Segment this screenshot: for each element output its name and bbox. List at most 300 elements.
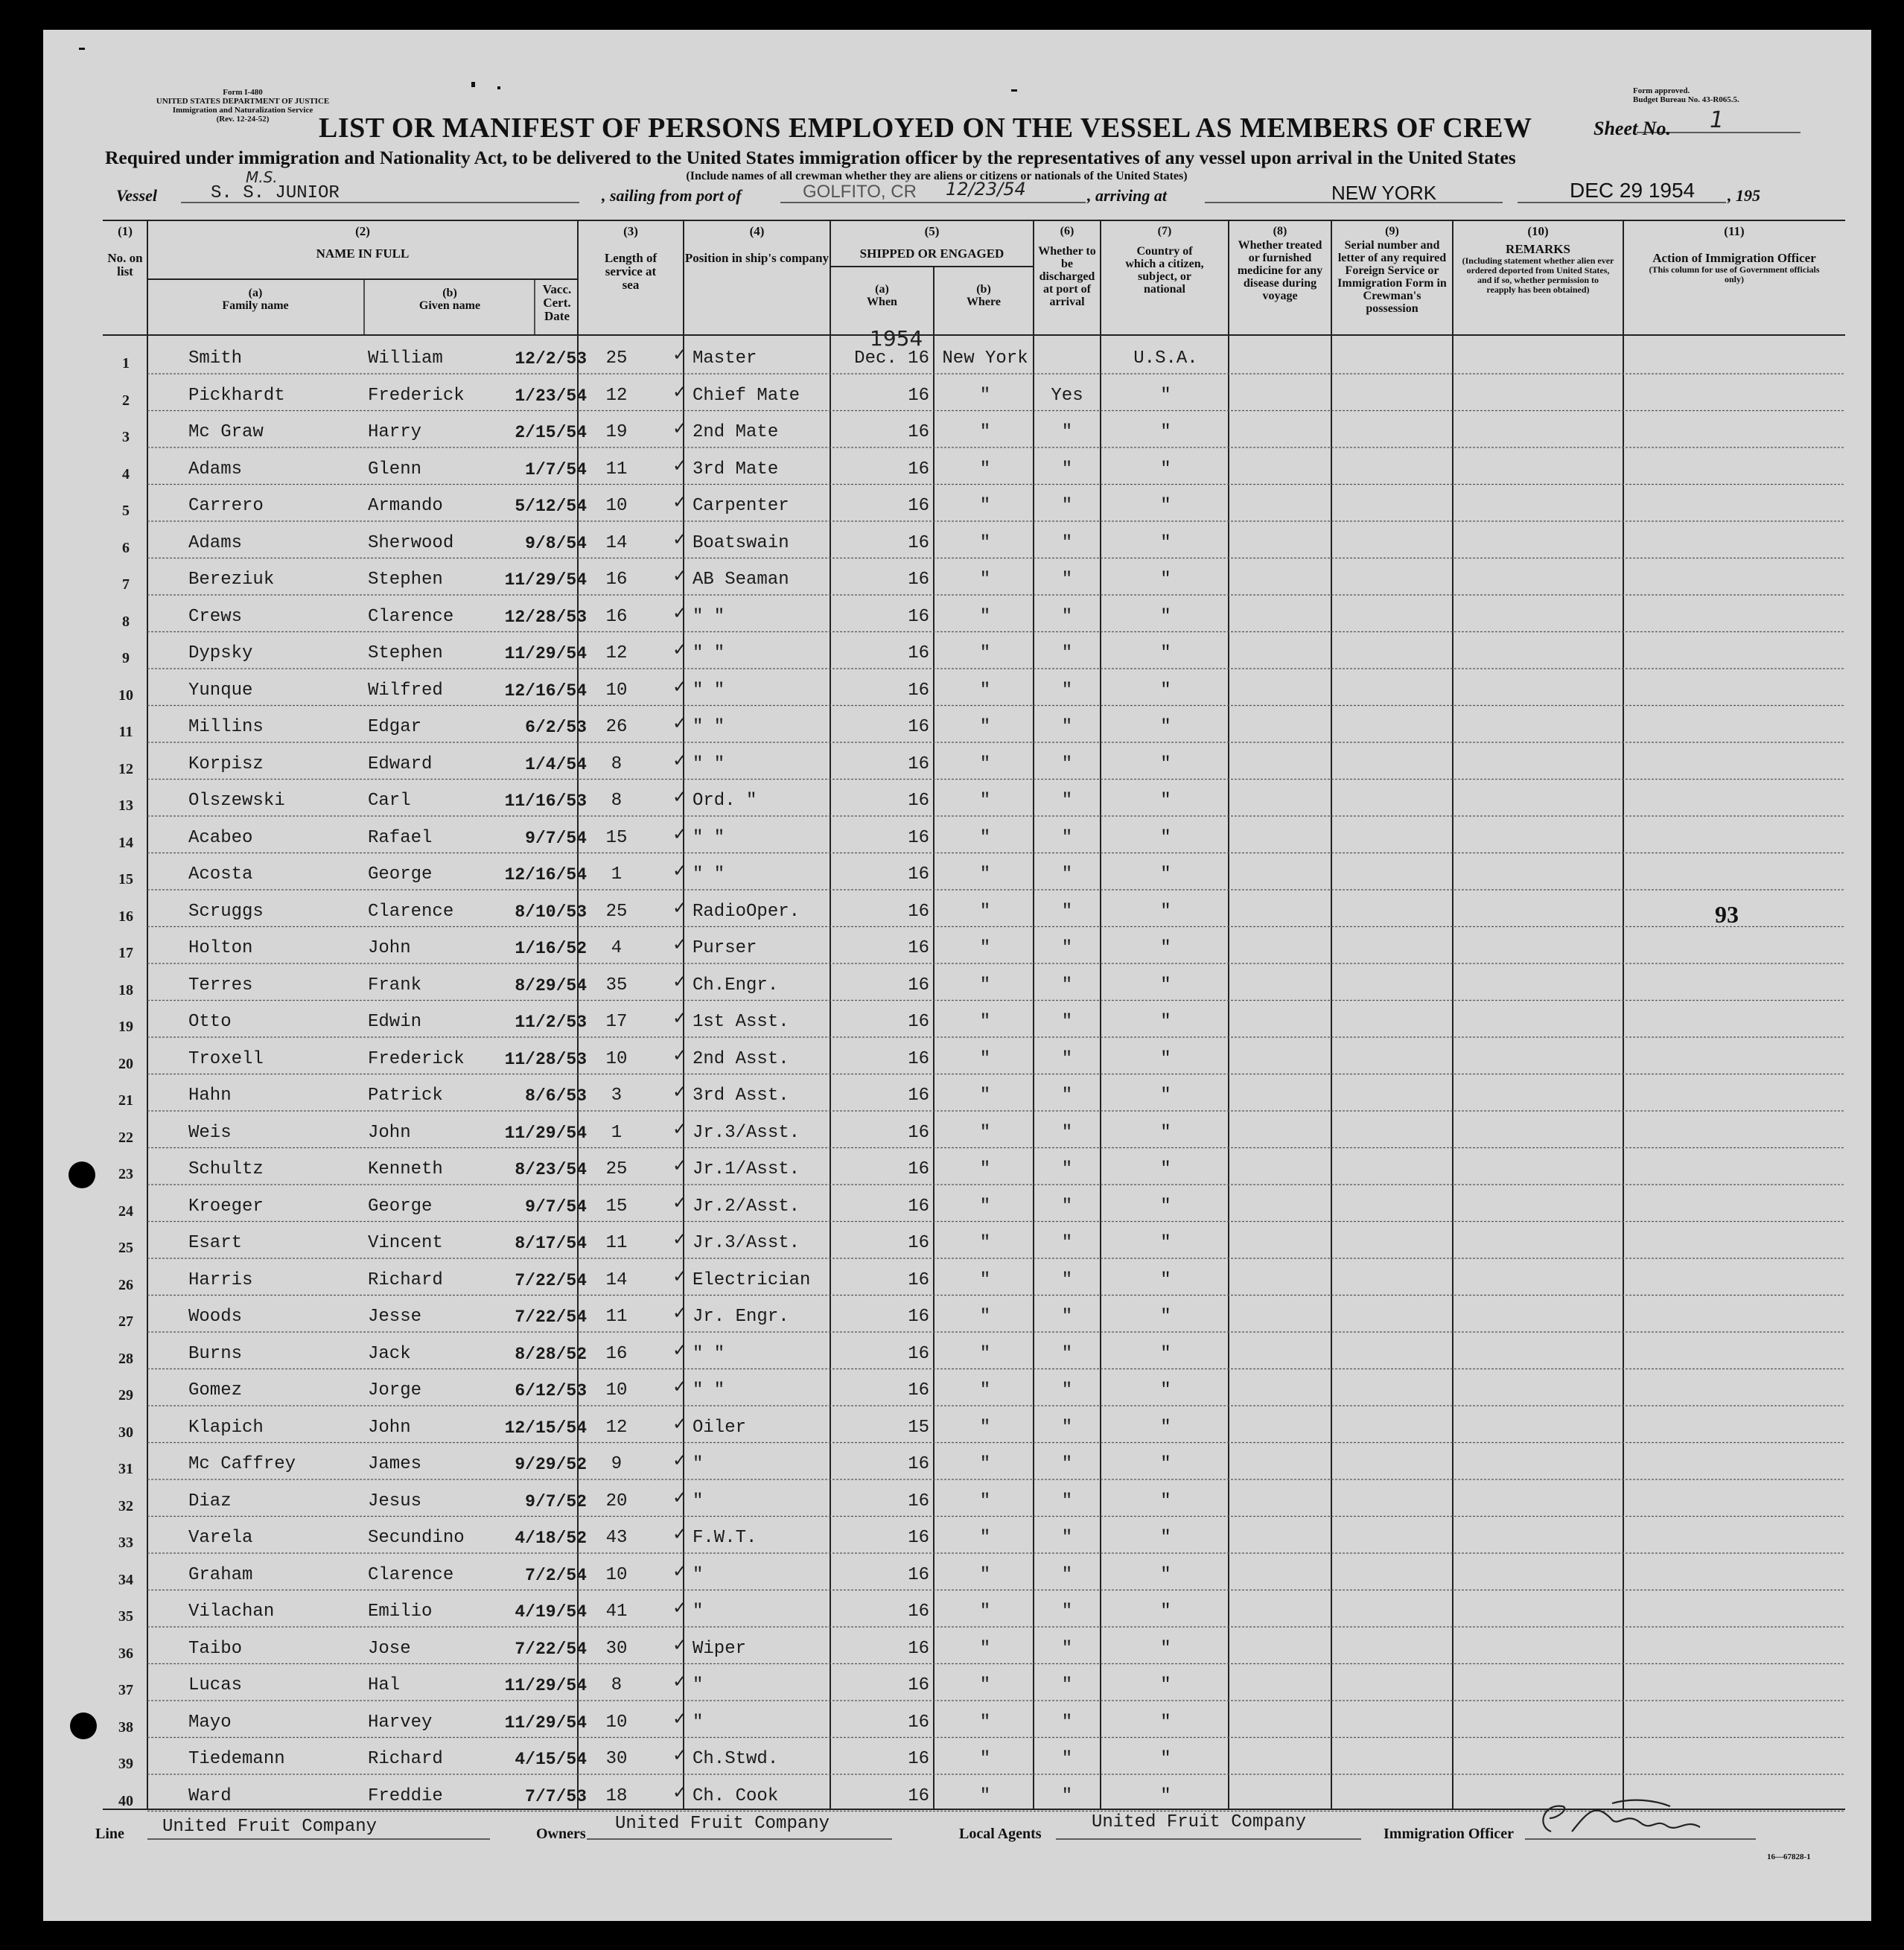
shipped-where: ": [979, 975, 991, 995]
sailing-label: , sailing from port of: [602, 186, 742, 205]
shipped-where: ": [979, 1638, 991, 1659]
family-name: Olszewski: [188, 791, 285, 811]
family-name: Adams: [188, 459, 243, 479]
family-name: Harris: [188, 1269, 253, 1290]
owners-label: Owners: [536, 1826, 586, 1842]
check-mark-icon: ✓: [672, 1486, 688, 1508]
shipped-where: ": [979, 1712, 991, 1733]
check-mark-icon: ✓: [672, 749, 688, 771]
row-number: 24: [118, 1202, 133, 1220]
row-number: 14: [118, 834, 133, 851]
vacc-date: 1/16/52: [515, 939, 587, 958]
form-subtitle: Required under immigration and Nationality Act, to be delivered to the United States immigration officer by the representatives of any vessel upon arrival in the United States: [105, 147, 1516, 168]
binder-hole-bottom: [70, 1712, 97, 1739]
vacc-date: 1/23/54: [515, 386, 587, 406]
length-of-service: 30: [605, 1749, 628, 1769]
check-mark-icon: ✓: [672, 1118, 688, 1139]
discharged: ": [1061, 1454, 1073, 1474]
check-mark-icon: ✓: [672, 896, 688, 918]
family-name: Korpisz: [188, 753, 264, 774]
check-mark-icon: ✓: [672, 602, 688, 623]
row-number: 21: [118, 1092, 133, 1109]
shipped-where: ": [979, 606, 991, 627]
given-name: Rafael: [368, 827, 433, 848]
length-of-service: 10: [605, 680, 628, 701]
given-name: Sherwood: [368, 532, 454, 553]
vacc-date: 12/15/54: [504, 1418, 587, 1438]
country: ": [1160, 1380, 1171, 1401]
discharged: ": [1061, 1675, 1073, 1695]
family-name: Acosta: [188, 864, 253, 885]
col2-header: (2) NAME IN FULL: [316, 224, 410, 261]
check-mark-icon: ✓: [672, 1450, 688, 1471]
country: ": [1160, 938, 1171, 958]
shipped-where: ": [979, 1343, 991, 1364]
shipped-when: 16: [908, 1012, 929, 1032]
shipped-when: 16: [908, 901, 929, 922]
discharged: ": [1061, 1343, 1073, 1364]
position: Ch.Stwd.: [692, 1749, 779, 1769]
row-number: 11: [118, 724, 133, 740]
binder-hole-top: [69, 1162, 95, 1188]
position: " ": [692, 827, 725, 848]
country: ": [1160, 1491, 1171, 1511]
col5-header: (5) SHIPPED OR ENGAGED: [859, 224, 1004, 261]
check-mark-icon: ✓: [672, 528, 688, 549]
country: ": [1160, 864, 1171, 885]
row-number: 7: [122, 576, 130, 593]
vacc-date: 11/29/54: [504, 570, 587, 590]
given-name: Patrick: [368, 1086, 443, 1106]
shipped-where: ": [979, 1675, 991, 1695]
speck: [471, 82, 475, 87]
country: ": [1160, 680, 1171, 701]
shipped-where: ": [979, 827, 991, 848]
given-name: Frederick: [368, 1048, 465, 1069]
shipped-when: 16: [908, 864, 929, 885]
shipped-when: 16: [908, 1785, 929, 1806]
family-name: Esart: [188, 1233, 243, 1253]
check-mark-icon: ✓: [672, 418, 688, 439]
service-name: Immigration and Naturalization Service: [172, 106, 313, 115]
country: ": [1160, 1159, 1171, 1179]
family-name: Tiedemann: [188, 1749, 285, 1769]
length-of-service: 10: [605, 496, 628, 516]
length-of-service: 20: [605, 1491, 628, 1511]
given-name: Freddie: [368, 1785, 443, 1806]
vacc-date: 9/7/54: [525, 1197, 587, 1217]
vacc-date: 12/16/54: [504, 865, 587, 885]
shipped-where: ": [979, 864, 991, 885]
vacc-date: 4/19/54: [515, 1602, 587, 1622]
family-name: Schultz: [188, 1159, 264, 1179]
discharged: ": [1061, 791, 1073, 811]
country: ": [1160, 1602, 1171, 1622]
check-mark-icon: ✓: [672, 970, 688, 992]
country: ": [1160, 1086, 1171, 1106]
shipped-when: 16: [908, 1196, 929, 1217]
shipped-where: ": [979, 1564, 991, 1585]
shipped-where: ": [979, 1086, 991, 1106]
sheet-number: 1: [1710, 107, 1725, 133]
country: ": [1160, 459, 1171, 479]
vacc-date: 11/28/53: [504, 1049, 587, 1069]
country: ": [1160, 827, 1171, 848]
vacc-date: 8/23/54: [515, 1160, 587, 1179]
row-number: 6: [122, 539, 130, 556]
position: Chief Mate: [692, 385, 800, 406]
given-name: Frederick: [368, 385, 465, 406]
family-name: Acabeo: [188, 827, 253, 848]
position: " ": [692, 864, 725, 885]
discharged: ": [1061, 532, 1073, 553]
shipped-where: ": [979, 570, 991, 590]
row-number: 8: [122, 613, 130, 630]
family-name: Varela: [188, 1528, 253, 1548]
family-name: Smith: [188, 348, 243, 369]
shipped-when: 16: [908, 1712, 929, 1733]
given-name: Kenneth: [368, 1159, 443, 1179]
position: Jr.3/Asst.: [692, 1122, 800, 1143]
family-name: Kroeger: [188, 1196, 264, 1217]
length-of-service: 35: [605, 975, 628, 995]
check-mark-icon: ✓: [672, 1671, 688, 1692]
length-of-service: 19: [605, 422, 628, 442]
length-of-service: 25: [605, 1159, 628, 1179]
shipped-where: ": [979, 496, 991, 516]
position: Wiper: [692, 1638, 747, 1659]
shipped-where: ": [979, 422, 991, 442]
check-mark-icon: ✓: [672, 1265, 688, 1287]
arrival-date: DEC 29 1954: [1570, 179, 1696, 202]
family-name: Klapich: [188, 1417, 264, 1438]
family-name: Otto: [188, 1012, 232, 1032]
shipped-where: ": [979, 1233, 991, 1253]
vacc-date: 11/29/54: [504, 1712, 587, 1733]
length-of-service: 10: [605, 1380, 628, 1401]
line-label: Line: [95, 1826, 124, 1842]
row-number: 40: [118, 1792, 133, 1809]
row-number: 9: [122, 650, 130, 666]
form-title: LIST OR MANIFEST OF PERSONS EMPLOYED ON THE VESSEL AS MEMBERS OF CREW: [319, 112, 1532, 144]
vacc-date: 9/8/54: [525, 533, 587, 553]
col6-header: (6) Whether to be discharged at port of arrival: [1038, 225, 1096, 308]
row-number: 15: [118, 871, 133, 888]
where-header: (b) Where: [967, 283, 1001, 308]
col9-header: (9) Serial number and letter of any required Foreign Service or Immigration Form in Crewman's possession: [1337, 225, 1447, 315]
discharged: ": [1061, 459, 1073, 479]
position: " ": [692, 1380, 725, 1401]
position: Jr. Engr.: [692, 1307, 789, 1327]
given-name: Edward: [368, 753, 433, 774]
length-of-service: 4: [611, 938, 623, 958]
position: 2nd Mate: [692, 422, 779, 442]
given-name: Harry: [368, 422, 422, 442]
length-of-service: 10: [605, 1048, 628, 1069]
shipped-when: 16: [908, 827, 929, 848]
length-of-service: 11: [605, 1233, 628, 1253]
col1-header: (1) No. on list: [107, 224, 143, 278]
row-number: 29: [118, 1387, 133, 1403]
position: 3rd Asst.: [692, 1086, 789, 1106]
shipped-when: 16: [908, 1675, 929, 1695]
check-mark-icon: ✓: [672, 1412, 688, 1434]
row-number: 1: [122, 355, 130, 372]
position: " ": [692, 643, 725, 663]
family-name: Scruggs: [188, 901, 264, 922]
sailing-port: GOLFITO, CR: [803, 182, 917, 202]
vacc-date: 12/2/53: [515, 349, 587, 369]
given-name: John: [368, 938, 411, 958]
family-name: Weis: [188, 1122, 232, 1143]
row-number: 37: [118, 1682, 133, 1698]
shipped-when: 16: [908, 1638, 929, 1659]
col8-header: (8) Whether treated or furnished medicine for any disease during voyage: [1237, 225, 1323, 302]
shipped-where: ": [979, 1196, 991, 1217]
country: ": [1160, 1048, 1171, 1069]
col11-header: (11) Action of Immigration Officer (This column for use of Government officials only): [1649, 224, 1820, 284]
shipped-where: ": [979, 1012, 991, 1032]
speck: [79, 48, 85, 50]
form-number: Form I-480: [223, 88, 263, 97]
position: " ": [692, 1343, 725, 1364]
shipped-when: 16: [908, 643, 929, 663]
family-name: Mc Caffrey: [188, 1454, 296, 1474]
given-name: Carl: [368, 791, 411, 811]
position: Ord. ": [692, 791, 757, 811]
shipped-where: ": [979, 1269, 991, 1290]
length-of-service: 18: [605, 1785, 628, 1806]
family-name: Lucas: [188, 1675, 243, 1695]
shipped-where: ": [979, 791, 991, 811]
shipped-when: 16: [908, 1086, 929, 1106]
position: Jr.1/Asst.: [692, 1159, 800, 1179]
given-name: Harvey: [368, 1712, 433, 1733]
shipped-where: ": [979, 753, 991, 774]
family-name: Burns: [188, 1343, 243, 1364]
length-of-service: 8: [611, 1675, 623, 1695]
sheet-label: Sheet No.: [1593, 118, 1671, 139]
position: " ": [692, 680, 725, 701]
length-of-service: 8: [611, 791, 623, 811]
country: ": [1160, 901, 1171, 922]
position: Carpenter: [692, 496, 789, 516]
discharged: ": [1061, 1712, 1073, 1733]
vessel-name: S. S. JUNIOR: [211, 183, 340, 203]
shipped-when: 16: [908, 1454, 929, 1474]
discharged: ": [1061, 1528, 1073, 1548]
position: ": [692, 1491, 704, 1511]
row-number: 25: [118, 1240, 133, 1256]
length-of-service: 11: [605, 459, 628, 479]
family-name: Pickhardt: [188, 385, 285, 406]
year-header: 1954: [870, 326, 923, 351]
row-number: 38: [118, 1718, 133, 1736]
vacc-date: 7/2/54: [525, 1565, 587, 1585]
row-number: 4: [122, 465, 130, 482]
country: ": [1160, 1638, 1171, 1659]
country: ": [1160, 1269, 1171, 1290]
family-name: Hahn: [188, 1086, 232, 1106]
row-number: 17: [118, 945, 133, 961]
shipped-where: ": [979, 1454, 991, 1474]
shipped-when: 16: [908, 753, 929, 774]
position: Jr.2/Asst.: [692, 1196, 800, 1217]
given-name: Stephen: [368, 643, 443, 663]
check-mark-icon: ✓: [672, 675, 688, 697]
shipped-when: 16: [908, 1491, 929, 1511]
discharged: ": [1061, 1012, 1073, 1032]
length-of-service: 14: [605, 532, 628, 553]
shipped-when: 16: [908, 570, 929, 590]
check-mark-icon: ✓: [672, 344, 688, 365]
discharged: ": [1061, 606, 1073, 627]
given-name: Jorge: [368, 1380, 422, 1401]
check-mark-icon: ✓: [672, 380, 688, 402]
length-of-service: 16: [605, 1343, 628, 1364]
country: ": [1160, 1417, 1171, 1438]
country: ": [1160, 606, 1171, 627]
shipped-where: ": [979, 1491, 991, 1511]
vacc-date: 8/17/54: [515, 1234, 587, 1253]
country: ": [1160, 1564, 1171, 1585]
shipped-where: ": [979, 1307, 991, 1327]
discharged: ": [1061, 1269, 1073, 1290]
row-number: 23: [118, 1166, 133, 1182]
shipped-where: ": [979, 680, 991, 701]
col3-header: (3) Length of service at sea: [604, 224, 658, 292]
length-of-service: 12: [605, 643, 628, 663]
shipped-where: ": [979, 1048, 991, 1069]
year-suffix: , 195: [1728, 186, 1760, 205]
discharged: ": [1061, 643, 1073, 663]
check-mark-icon: ✓: [672, 454, 688, 476]
vacc-date: 11/29/54: [504, 1123, 587, 1143]
row-number: 22: [118, 1129, 133, 1146]
shipped-where: ": [979, 1417, 991, 1438]
shipped-when: 16: [908, 1233, 929, 1253]
check-mark-icon: ✓: [672, 1302, 688, 1323]
line-value: United Fruit Company: [162, 1817, 378, 1837]
country: ": [1160, 1307, 1171, 1327]
vacc-date: 5/12/54: [515, 497, 587, 516]
check-mark-icon: ✓: [672, 1745, 688, 1765]
country: ": [1160, 1749, 1171, 1769]
shipped-when: 16: [908, 1602, 929, 1622]
position: RadioOper.: [692, 901, 800, 922]
shipped-where: ": [979, 1380, 991, 1401]
shipped-when: 16: [908, 975, 929, 995]
family-name-header: (a) Family name: [222, 287, 289, 312]
position: Ch.Engr.: [692, 975, 779, 995]
vacc-date: 11/29/54: [504, 644, 587, 663]
discharged: ": [1061, 1122, 1073, 1143]
row-number: 18: [118, 981, 133, 998]
country: ": [1160, 1233, 1171, 1253]
check-mark-icon: ✓: [672, 934, 688, 955]
family-name: Woods: [188, 1307, 243, 1327]
given-name: Wilfred: [368, 680, 443, 701]
check-mark-icon: ✓: [672, 786, 688, 807]
budget-number: Budget Bureau No. 43-R065.5.: [1633, 95, 1739, 104]
check-mark-icon: ✓: [672, 1229, 688, 1249]
discharged: ": [1061, 1307, 1073, 1327]
arriving-port: NEW YORK: [1331, 182, 1437, 204]
check-mark-icon: ✓: [672, 1376, 688, 1397]
position: Jr.3/Asst.: [692, 1233, 800, 1253]
shipped-when: 16: [908, 1380, 929, 1401]
row-number: 27: [118, 1313, 133, 1330]
country: ": [1160, 1343, 1171, 1364]
discharged: ": [1061, 1086, 1073, 1106]
shipped-where: New York: [942, 348, 1028, 369]
vacc-date: 7/22/54: [515, 1639, 587, 1659]
shipped-when: 16: [908, 717, 929, 737]
manifest-form: [43, 30, 1871, 1921]
vacc-date: 2/15/54: [515, 423, 587, 442]
position: ": [692, 1712, 704, 1733]
length-of-service: 14: [605, 1269, 628, 1290]
shipped-when: 16: [908, 1749, 929, 1769]
length-of-service: 1: [611, 864, 623, 885]
length-of-service: 43: [605, 1528, 628, 1548]
shipped-when: 16: [908, 1159, 929, 1179]
family-name: Graham: [188, 1564, 253, 1585]
discharged: ": [1061, 1491, 1073, 1511]
shipped-where: ": [979, 1159, 991, 1179]
discharged: ": [1061, 680, 1073, 701]
shipped-where: ": [979, 901, 991, 922]
shipped-when: 15: [908, 1417, 929, 1438]
vacc-date: 9/29/52: [515, 1455, 587, 1474]
length-of-service: 11: [605, 1307, 628, 1327]
given-name-header: (b) Given name: [418, 287, 481, 312]
discharged: ": [1061, 1196, 1073, 1217]
vacc-date: 12/28/53: [504, 607, 587, 627]
position: AB Seaman: [692, 570, 789, 590]
family-name: Millins: [188, 717, 264, 737]
discharged: ": [1061, 938, 1073, 958]
discharged: ": [1061, 570, 1073, 590]
length-of-service: 16: [605, 606, 628, 627]
country: ": [1160, 532, 1171, 553]
position: Ch. Cook: [692, 1785, 779, 1806]
vacc-date: 8/10/53: [515, 902, 587, 922]
given-name: Glenn: [368, 459, 422, 479]
family-name: Troxell: [188, 1048, 264, 1069]
sailing-date: 12/23/54: [946, 179, 1026, 200]
family-name: Vilachan: [188, 1602, 275, 1622]
vacc-date: 7/22/54: [515, 1307, 587, 1327]
shipped-when: 16: [908, 1564, 929, 1585]
shipped-where: ": [979, 532, 991, 553]
position: Electrician: [692, 1269, 811, 1290]
length-of-service: 15: [605, 1196, 628, 1217]
discharged: ": [1061, 901, 1073, 922]
shipped-when: 16: [908, 938, 929, 958]
given-name: Clarence: [368, 606, 454, 627]
position: " ": [692, 606, 725, 627]
check-mark-icon: ✓: [672, 823, 688, 844]
row-number: 39: [118, 1756, 133, 1772]
length-of-service: 16: [605, 570, 628, 590]
given-name: Jesse: [368, 1307, 422, 1327]
officer-label: Immigration Officer: [1384, 1826, 1514, 1842]
check-mark-icon: ✓: [672, 1634, 688, 1655]
position: Boatswain: [692, 532, 789, 553]
length-of-service: 3: [611, 1086, 623, 1106]
length-of-service: 17: [605, 1012, 628, 1032]
